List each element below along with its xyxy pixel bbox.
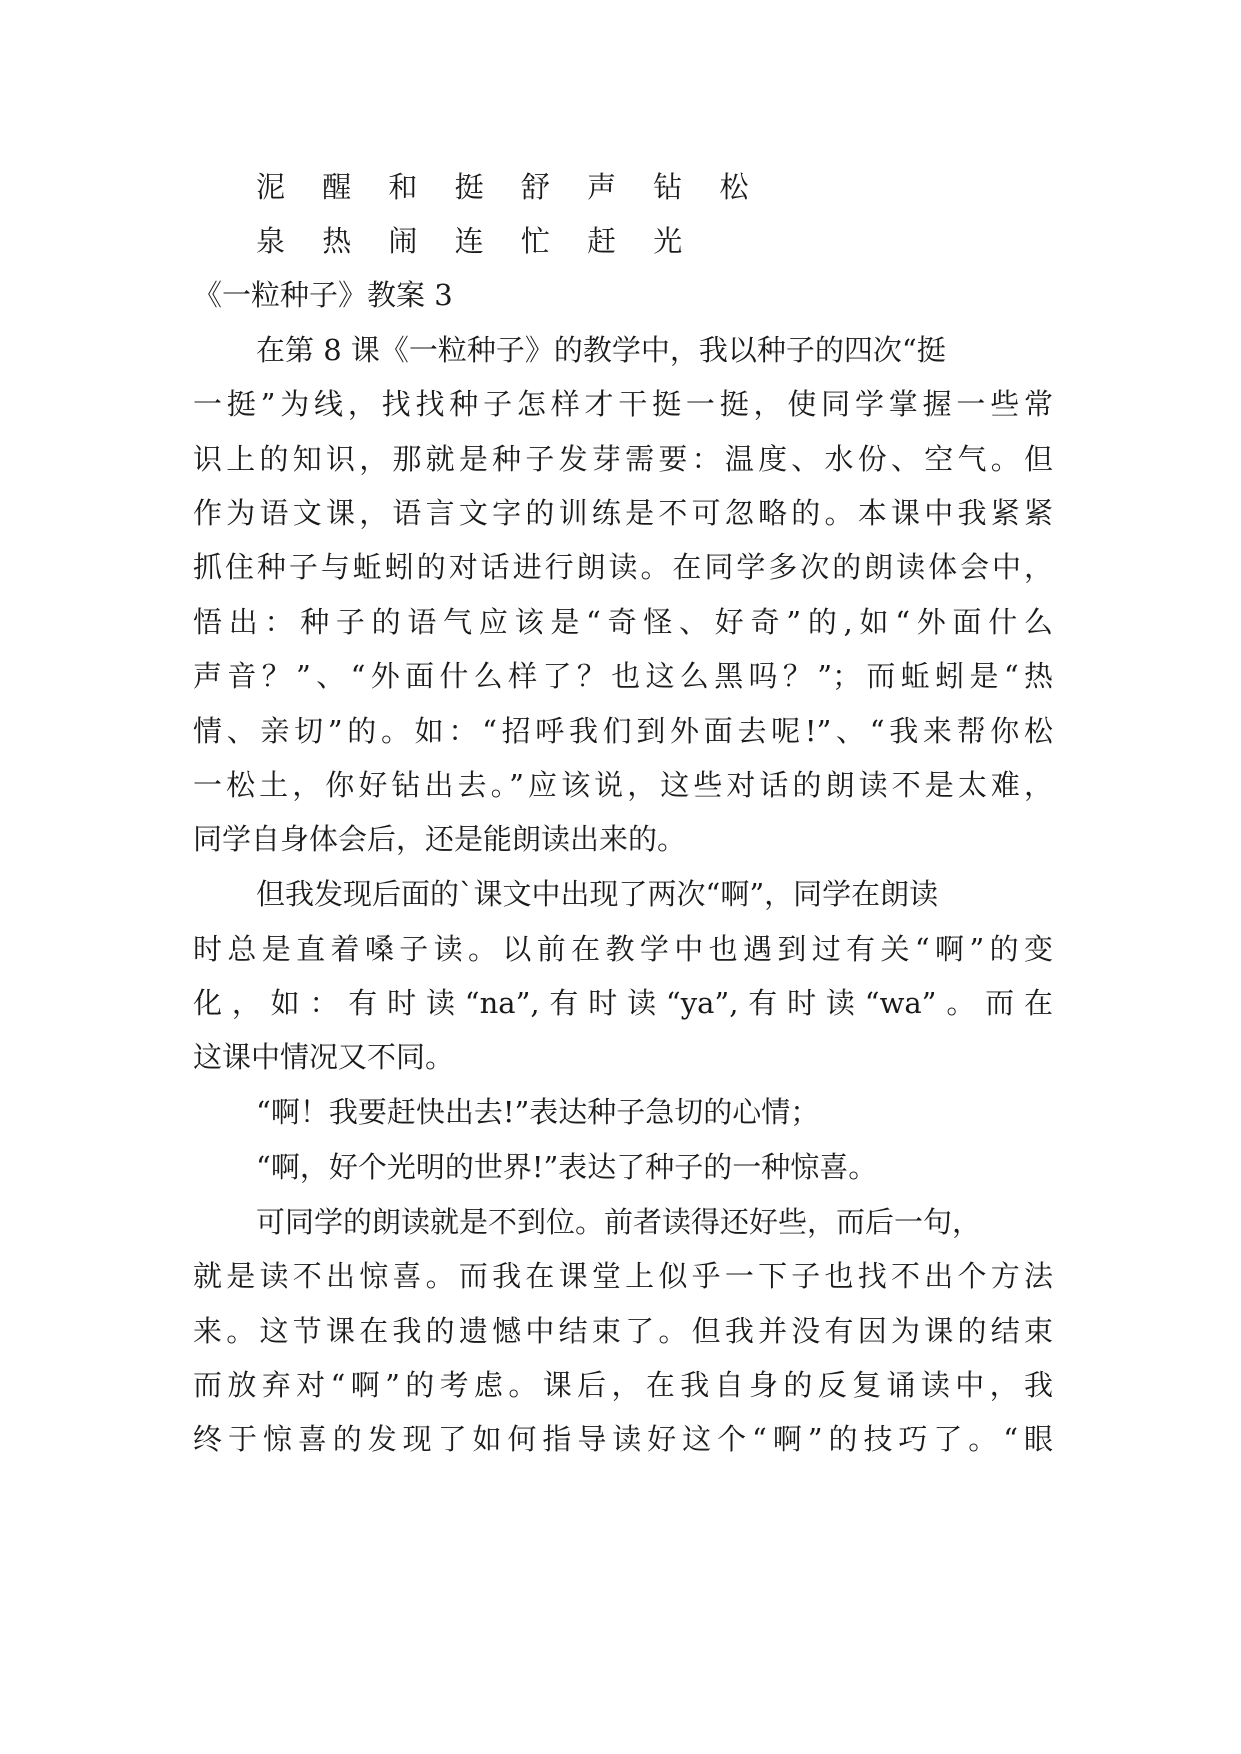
paragraph-1-line-9: 一松土，你好钻出去。”应该说，这些对话的朗读不是太难， [193,768,1053,802]
paragraph-2-line-2: 时总是直着嗓子读。以前在教学中也遇到过有关“啊”的变 [193,932,1053,966]
paragraph-1-line-2: 一挺”为线，找找种子怎样才干挺一挺，使同学掌握一些常 [193,387,1053,421]
paragraph-1-line-3: 识上的知识，那就是种子发芽需要：温度、水份、空气。但 [193,442,1053,476]
paragraph-3-line-1: 可同学的朗读就是不到位。前者读得还好些，而后一句， [256,1205,982,1239]
paragraph-2-line-4: 这课中情况又不同。 [193,1040,455,1074]
paragraph-1-line-7: 声音？”、“外面什么样了？也这么黑吗？”；而蚯蚓是“热 [193,659,1053,693]
paragraph-2-line-1: 但我发现后面的`课文中出现了两次“啊”，同学在朗读 [256,877,939,911]
word-row-2: 泉 热 闹 连 忙 赶 光 [256,224,697,258]
paragraph-1-line-6: 悟出：种子的语气应该是“奇怪、好奇”的,如“外面什么 [193,605,1053,639]
paragraph-1-line-5: 抓住种子与蚯蚓的对话进行朗读。在同学多次的朗读体会中， [193,550,1053,584]
paragraph-2-line-3: 化，如：有时读“na”,有时读“ya”,有时读“wa”。而在 [193,986,1053,1020]
word-row-1: 泥 醒 和 挺 舒 声 钻 松 [256,170,763,204]
quote-line-2: “啊，好个光明的世界!”表达了种子的一种惊喜。 [256,1150,878,1184]
paragraph-3-line-4: 而放弃对“啊”的考虑。课后，在我自身的反复诵读中，我 [193,1368,1053,1402]
quote-line-1: “啊！我要赶快出去!”表达种子急切的心情； [256,1095,820,1129]
paragraph-1-line-10: 同学自身体会后，还是能朗读出来的。 [193,822,687,856]
section-title: 《一粒种子》教案 3 [193,278,453,312]
paragraph-3-line-2: 就是读不出惊喜。而我在课堂上似乎一下子也找不出个方法 [193,1259,1053,1293]
paragraph-1-line-8: 情、亲切”的。如：“招呼我们到外面去呢!”、“我来帮你松 [193,714,1053,748]
paragraph-1-line-1: 在第 8 课《一粒种子》的教学中，我以种子的四次“挺 [256,333,946,367]
paragraph-1-line-4: 作为语文课，语言文字的训练是不可忽略的。本课中我紧紧 [193,496,1053,530]
paragraph-3-line-5: 终于惊喜的发现了如何指导读好这个“啊”的技巧了。“眼 [193,1422,1053,1456]
paragraph-3-line-3: 来。这节课在我的遗憾中结束了。但我并没有因为课的结束 [193,1314,1053,1348]
